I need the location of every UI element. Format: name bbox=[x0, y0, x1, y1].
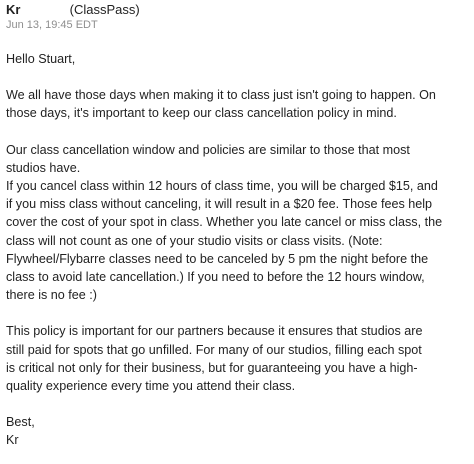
body-line: quality experience every time you attend their class. bbox=[6, 379, 296, 394]
greeting: Hello Stuart, bbox=[6, 52, 76, 66]
body-line: still paid for spots that go unfilled. For many of our studios, filling each spot bbox=[6, 342, 422, 357]
email-timestamp: Jun 13, 19:45 EDT bbox=[6, 19, 98, 31]
signature: Kr bbox=[6, 433, 19, 448]
body-line: Flywheel/Flybarre classes need to be canceled by 5 pm the night before the bbox=[6, 251, 429, 266]
body-line: This policy is important for our partners because it ensures that studios are bbox=[6, 324, 423, 339]
paragraph-importance bbox=[6, 322, 468, 395]
body-line: cover the cost of your spot in class. Whether you late cancel or miss class, the bbox=[6, 215, 443, 230]
body-line: We all have those days when making it to class just isn't going to happen. On bbox=[6, 88, 436, 103]
closing: Best, bbox=[6, 415, 35, 430]
body-line: there is no fee :) bbox=[6, 288, 98, 303]
email-header bbox=[6, 2, 468, 18]
body-line: Our class cancellation window and policies are similar to those that most bbox=[6, 142, 410, 157]
sender-name[interactable]: Kr bbox=[6, 2, 21, 17]
sign-off bbox=[6, 413, 468, 449]
body-line: those days, it's important to keep our class cancellation policy in mind. bbox=[6, 106, 397, 121]
email-body bbox=[6, 50, 468, 450]
body-line: if you miss class without canceling, it will result in a $20 fee. Those fees help bbox=[6, 197, 433, 212]
body-line: is critical not only for their business, but for guaranteeing you have a high- bbox=[6, 360, 418, 375]
body-line: class will not count as one of your studio visits or class visits. (Note: bbox=[6, 233, 383, 248]
paragraph-intro bbox=[6, 86, 468, 122]
body-line: studios have. bbox=[6, 160, 81, 175]
sender-organization[interactable]: (ClassPass) bbox=[69, 2, 140, 17]
body-line: If you cancel class within 12 hours of class time, you will be charged $15, and bbox=[6, 179, 438, 194]
body-line: class to avoid late cancellation.) If you need to before the 12 hours window, bbox=[6, 270, 425, 285]
paragraph-policy bbox=[6, 141, 468, 305]
